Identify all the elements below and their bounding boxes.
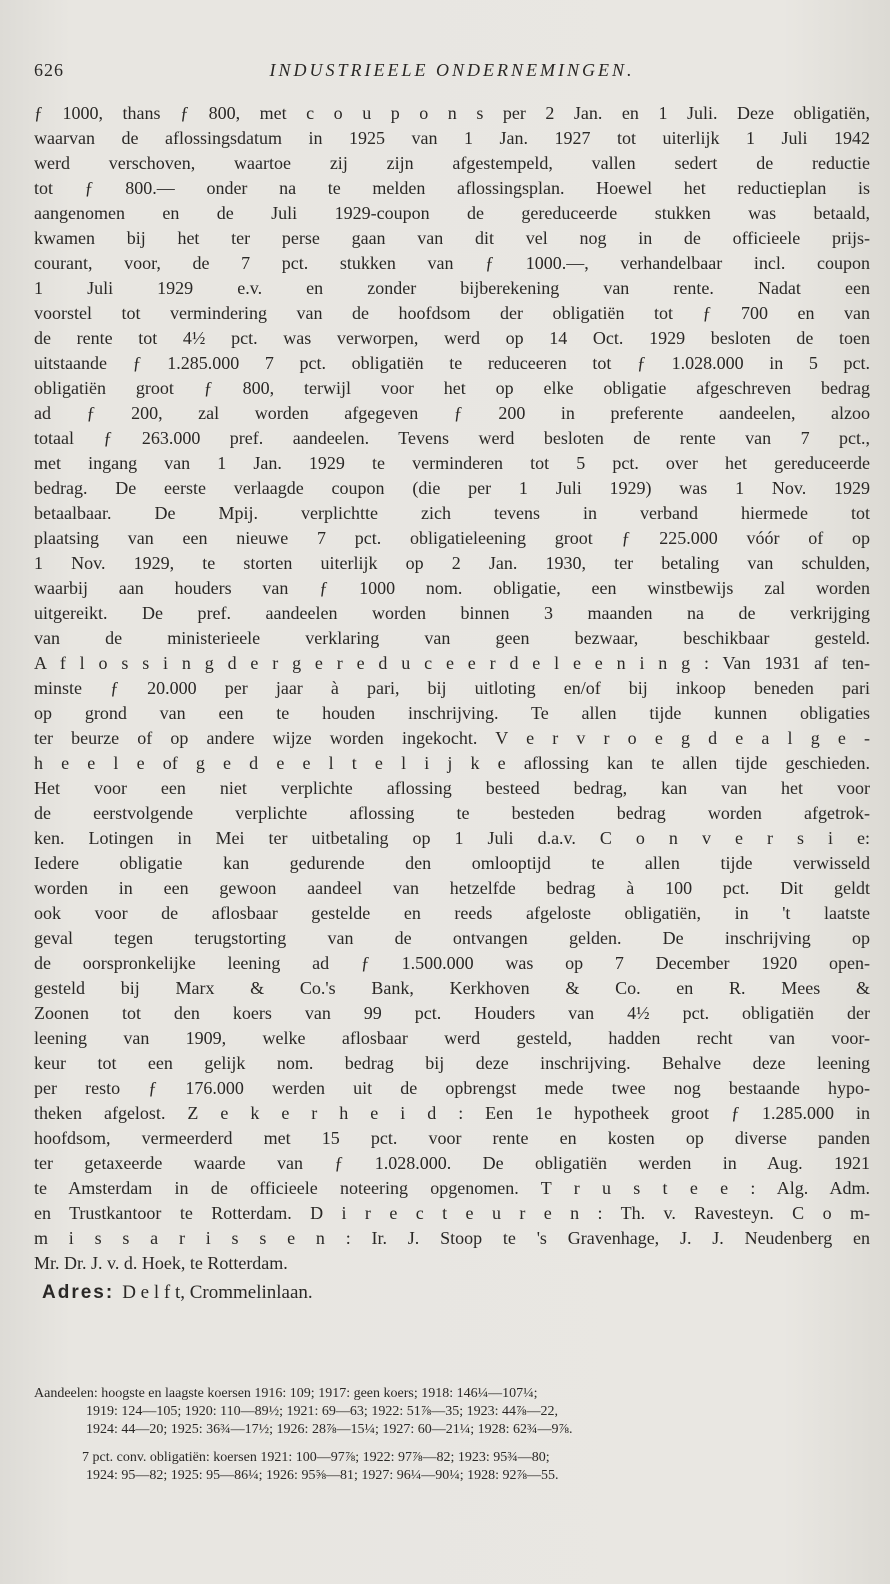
body-line: van de ministerieele verklaring van geen bezwaar, beschikbaar gesteld. <box>34 628 870 648</box>
body-line: tot ƒ 800.— onder na te melden aflossingsplan. Hoewel het reductieplan is <box>34 178 870 198</box>
bonds-quotes <box>34 1449 870 1485</box>
body-line: keur tot een gelijk nom. bedrag bij deze inschrijving. Behalve deze leening <box>34 1053 870 1073</box>
body-line: worden in een gewoon aandeel van hetzelfde bedrag à 100 pct. Dit geldt <box>34 878 870 898</box>
body-line: uitgereikt. De pref. aandeelen worden binnen 3 maanden na de verkrijging <box>34 603 870 623</box>
shares-quote-line: 1924: 44—20; 1925: 36¾—17½; 1926: 28⅞—15¼; 1927: 60—21¼; 1928: 62¾—9⅞. <box>86 1422 573 1437</box>
body-line: obligatiën groot ƒ 800, terwijl voor het op elke obligatie afgeschreven bedrag <box>34 378 870 398</box>
body-line: ad ƒ 200, zal worden afgegeven ƒ 200 in preferente aandeelen, alzoo <box>34 403 870 423</box>
body-line: betaalbaar. De Mpij. verplichtte zich tevens in verband hiermede tot <box>34 503 870 523</box>
body-line: plaatsing van een nieuwe 7 pct. obligatieleening groot ƒ 225.000 vóór of op <box>34 528 870 548</box>
body-line: waarbij aan houders van ƒ 1000 nom. obligatie, een winstbewijs zal worden <box>34 578 870 598</box>
body-line: hoofdsom, vermeerderd met 15 pct. voor rente en kosten op diverse panden <box>34 1128 870 1148</box>
address-value: D e l f t, Crommelinlaan. <box>122 1282 313 1303</box>
body-line: bedrag. De eerste verlaagde coupon (die per 1 Juli 1929) was 1 Nov. 1929 <box>34 478 870 498</box>
body-line: minste ƒ 20.000 per jaar à pari, bij uitloting en/of bij inkoop beneden pari <box>34 678 870 698</box>
body-line: h e e l e of g e d e e l t e l i j k e aflossing kan te allen tijde geschieden. <box>34 753 870 773</box>
address-label: Adres: <box>42 1282 115 1303</box>
body-line: ƒ 1000, thans ƒ 800, met c o u p o n s per 2 Jan. en 1 Juli. Deze obligatiën, <box>34 103 870 123</box>
body-line: de oorspronkelijke leening ad ƒ 1.500.000 was op 7 December 1920 open- <box>34 953 870 973</box>
body-line: Mr. Dr. J. v. d. Hoek, te Rotterdam. <box>34 1253 288 1273</box>
page-header <box>34 60 870 88</box>
body-line: aangenomen en de Juli 1929-coupon de gereduceerde stukken was betaald, <box>34 203 870 223</box>
body-line: ook voor de aflosbaar gestelde en reeds afgeloste obligatiën, in 't laatste <box>34 903 870 923</box>
body-line: per resto ƒ 176.000 werden uit de opbrengst mede twee nog bestaande hypo- <box>34 1078 870 1098</box>
shares-quote-line: 1919: 124—105; 1920: 110—89½; 1921: 69—63; 1922: 51⅞—35; 1923: 44⅞—22, <box>86 1404 558 1419</box>
body-line: ter getaxeerde waarde van ƒ 1.028.000. De obligatiën werden in Aug. 1921 <box>34 1153 870 1173</box>
body-line: 1 Juli 1929 e.v. en zonder bijberekening van rente. Nadat een <box>34 278 870 298</box>
body-line: theken afgelost. Z e k e r h e i d : Een 1e hypotheek groot ƒ 1.285.000 in <box>34 1103 870 1123</box>
body-line: de eerstvolgende verplichte aflossing te besteden bedrag worden afgetrok- <box>34 803 870 823</box>
body-line: met ingang van 1 Jan. 1929 te verminderen tot 5 pct. over het gereduceerde <box>34 453 870 473</box>
body-line: voorstel tot vermindering van de hoofdsom der obligatiën tot ƒ 700 en van <box>34 303 870 323</box>
shares-quotes <box>34 1385 870 1439</box>
body-line: werd verschoven, waartoe zij zijn afgestempeld, vallen sedert de reductie <box>34 153 870 173</box>
body-line: te Amsterdam in de officieele noteering opgenomen. T r u s t e e : Alg. Adm. <box>34 1178 870 1198</box>
body-line: Zoonen tot den koers van 99 pct. Houders van 4½ pct. obligatiën der <box>34 1003 870 1023</box>
body-line: geval tegen terugstorting van de ontvangen gelden. De inschrijving op <box>34 928 870 948</box>
body-line: totaal ƒ 263.000 pref. aandeelen. Tevens werd besloten de rente van 7 pct., <box>34 428 870 448</box>
body-line: Het voor een niet verplichte aflossing besteed bedrag, kan van het voor <box>34 778 870 798</box>
shares-quote-line: Aandeelen: hoogste en laagste koersen 1916: 109; 1917: geen koers; 1918: 146¼—107¼; <box>34 1386 538 1401</box>
body-line: gesteld bij Marx & Co.'s Bank, Kerkhoven & Co. en R. Mees & <box>34 978 870 998</box>
address <box>34 1280 870 1305</box>
body-line: en Trustkantoor te Rotterdam. D i r e c t e u r e n : Th. v. Ravesteyn. C o m- <box>34 1203 870 1223</box>
body-line: ter beurze of op andere wijze worden ingekocht. V e r v r o e g d e a l g e - <box>34 728 870 748</box>
body-line: kwamen bij het ter perse gaan van dit vel nog in de officieele prijs- <box>34 228 870 248</box>
bonds-quote-line: 7 pct. conv. obligatiën: koersen 1921: 100—97⅞; 1922: 97⅞—82; 1923: 95¾—80; <box>82 1450 550 1465</box>
body-line: waarvan de aflossingsdatum in 1925 van 1 Jan. 1927 tot uiterlijk 1 Juli 1942 <box>34 128 870 148</box>
body-line: de rente tot 4½ pct. was verworpen, werd op 14 Oct. 1929 besloten de toen <box>34 328 870 348</box>
body-line: ken. Lotingen in Mei ter uitbetaling op 1 Juli d.a.v. C o n v e r s i e: <box>34 828 870 848</box>
body-line: courant, voor, de 7 pct. stukken van ƒ 1000.—, verhandelbaar incl. coupon <box>34 253 870 273</box>
bonds-quote-line: 1924: 95—82; 1925: 95—86¼; 1926: 95⅝—81; 1927: 96¼—90¼; 1928: 92⅞—55. <box>86 1468 559 1483</box>
body-line: A f l o s s i n g d e r g e r e d u c e e r d e l e e n i n g : Van 1931 af ten- <box>34 653 870 673</box>
body-text <box>34 101 870 1305</box>
body-line: m i s s a r i s s e n : Ir. J. Stoop te 's Gravenhage, J. J. Neudenberg en <box>34 1228 870 1248</box>
running-title: INDUSTRIEELE ONDERNEMINGEN. <box>269 60 635 80</box>
body-line: uitstaande ƒ 1.285.000 7 pct. obligatiën te reduceeren tot ƒ 1.028.000 in 5 pct. <box>34 353 870 373</box>
body-line: op grond van een te houden inschrijving. Te allen tijde kunnen obligaties <box>34 703 870 723</box>
page-number: 626 <box>34 60 64 80</box>
body-line: 1 Nov. 1929, te storten uiterlijk op 2 Jan. 1930, ter betaling van schulden, <box>34 553 870 573</box>
body-line: Iedere obligatie kan gedurende den omlooptijd te allen tijde verwisseld <box>34 853 870 873</box>
body-line: leening van 1909, welke aflosbaar werd gesteld, hadden recht van voor- <box>34 1028 870 1048</box>
price-quotes <box>34 1385 870 1495</box>
